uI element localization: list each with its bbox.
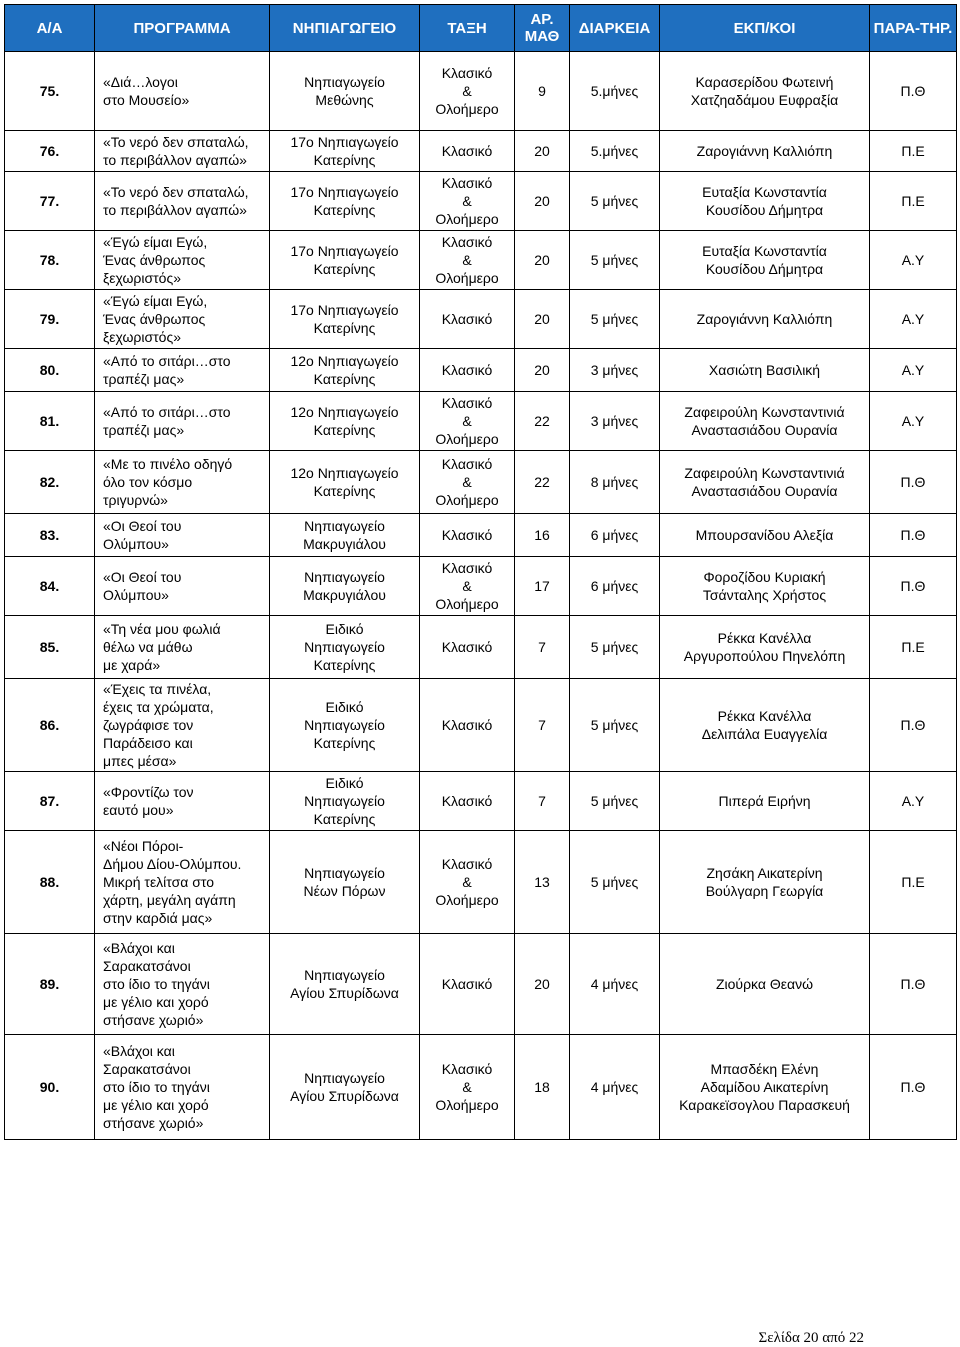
teachers-line: Αδαμίδου Αικατερίνη [700,1079,829,1095]
school-line: Νηπιαγωγείο [304,518,385,534]
table-row [5,131,957,172]
prog-line: «Οι Θεοί του [103,518,182,534]
teachers-line: Ρέκκα Κανέλλα [717,630,812,646]
duration-cell: 4 μήνες [570,934,660,1035]
school-cell [270,172,420,231]
school-line: Νηπιαγωγείο [304,717,385,733]
students-cell: 17 [515,557,570,616]
header-school: ΝΗΠΙΑΓΩΓΕΙΟ [270,5,420,52]
class-line: Κλασικό [441,717,493,733]
school-line: Αγίου Σπυρίδωνα [290,1088,399,1104]
row-number: 85. [5,616,95,679]
table-body [5,52,957,1140]
school-line: Νέων Πόρων [303,883,386,899]
program-cell [95,131,270,172]
prog-line: το περιβάλλον αγαπώ» [103,202,247,218]
program-cell [95,934,270,1035]
class-line: Κλασικό [441,234,493,250]
class-line: & [462,1079,472,1095]
teachers-line: Ζαρογιάννη Καλλιόπη [696,143,833,159]
school-cell [270,679,420,772]
school-cell [270,52,420,131]
class-cell [420,514,515,557]
class-line: & [462,578,472,594]
class-cell [420,831,515,934]
prog-line: «Με το πινέλο οδηγό [103,456,233,472]
teachers-cell [660,290,870,349]
header-teachers: ΕΚΠ/ΚΟΙ [660,5,870,52]
class-line: Κλασικό [441,1061,493,1077]
duration-cell: 5.μήνες [570,131,660,172]
notes-cell: Α.Υ [870,290,957,349]
prog-line: ζωγράφισε τον [103,717,194,733]
duration-cell: 6 μήνες [570,514,660,557]
class-line: Κλασικό [441,560,493,576]
teachers-cell [660,616,870,679]
class-cell [420,172,515,231]
table-row [5,1035,957,1140]
notes-cell: Π.Θ [870,679,957,772]
row-number: 87. [5,772,95,831]
class-cell [420,616,515,679]
duration-cell: 5 μήνες [570,772,660,831]
teachers-line: Αργυροπούλου Πηνελόπη [683,648,846,664]
teachers-line: Μπουρσανίδου Αλεξία [695,527,834,543]
duration-cell: 3 μήνες [570,349,660,392]
class-line: Κλασικό [441,456,493,472]
class-line: & [462,413,472,429]
school-line: Μεθώνης [315,92,374,108]
header-students: ΑΡ. ΜΑΘ [515,5,570,52]
prog-line: ξεχωριστός» [103,329,181,345]
teachers-line: Κουσίδου Δήμητρα [705,261,824,277]
table-row [5,514,957,557]
class-line: Ολοήμερο [435,270,499,286]
teachers-line: Χασιώτη Βασιλική [708,362,821,378]
table-row [5,231,957,290]
teachers-line: Ευταξία Κωνσταντία [702,184,827,200]
row-number: 90. [5,1035,95,1140]
prog-line: Ολύμπου» [103,587,169,603]
prog-line: στο ίδιο το τηγάνι [103,1079,210,1095]
prog-line: ξεχωριστός» [103,270,181,286]
students-cell: 13 [515,831,570,934]
class-cell [420,679,515,772]
prog-line: όλο τον κόσμο [103,474,193,490]
teachers-cell [660,514,870,557]
program-cell [95,557,270,616]
prog-line: «Οι Θεοί του [103,569,182,585]
school-line: Κατερίνης [313,371,376,387]
class-line: Κλασικό [441,856,493,872]
school-line: Νηπιαγωγείο [304,1070,385,1086]
students-cell: 20 [515,349,570,392]
students-cell: 22 [515,392,570,451]
teachers-line: Πιπερά Ειρήνη [718,793,811,809]
table-row [5,52,957,131]
teachers-line: Ζησάκη Αικατερίνη [706,865,823,881]
class-cell [420,131,515,172]
prog-line: «Διά…λογοι [103,74,178,90]
notes-cell: Π.Θ [870,451,957,514]
class-cell [420,451,515,514]
school-line: Ειδικό [325,621,364,637]
school-line: Νηπιαγωγείο [304,793,385,809]
prog-line: έχεις τα χρώματα, [103,699,214,715]
notes-cell: Α.Υ [870,349,957,392]
teachers-cell [660,679,870,772]
program-cell [95,514,270,557]
prog-line: στήσανε χωριό» [103,1012,204,1028]
prog-line: με γέλιο και χορό [103,1097,209,1113]
teachers-cell [660,831,870,934]
header-row [5,5,957,52]
teachers-line: Χατζηαδάμου Ευφραξία [690,92,839,108]
class-line: & [462,83,472,99]
students-cell: 7 [515,616,570,679]
row-number: 76. [5,131,95,172]
students-cell: 16 [515,514,570,557]
table-row [5,831,957,934]
school-cell [270,934,420,1035]
class-cell [420,934,515,1035]
class-line: Κλασικό [441,395,493,411]
teachers-line: Βούλγαρη Γεωργία [705,883,824,899]
duration-cell: 3 μήνες [570,392,660,451]
prog-line: εαυτό μου» [103,802,174,818]
prog-line: «Έχεις τα πινέλα, [103,681,212,697]
school-line: Νηπιαγωγείο [304,74,385,90]
prog-line: με χαρά» [103,657,161,673]
table-row [5,934,957,1035]
notes-cell: Π.Θ [870,52,957,131]
school-line: Νηπιαγωγείο [304,569,385,585]
class-line: Ολοήμερο [435,596,499,612]
prog-line: στο ίδιο το τηγάνι [103,976,210,992]
row-number: 89. [5,934,95,1035]
prog-line: τραπέζι μας» [103,371,185,387]
duration-cell: 5.μήνες [570,52,660,131]
students-cell: 20 [515,934,570,1035]
prog-line: τριγυρνώ» [103,492,168,508]
notes-cell: Π.Θ [870,557,957,616]
school-line: Κατερίνης [313,422,376,438]
school-line: 17ο Νηπιαγωγείο [290,134,399,150]
program-cell [95,831,270,934]
school-line: Αγίου Σπυρίδωνα [290,985,399,1001]
prog-line: Μικρή τελίτσα στο [103,874,215,890]
school-line: Κατερίνης [313,483,376,499]
header-class: ΤΑΞΗ [420,5,515,52]
teachers-line: Καρακεϊσογλου Παρασκευή [679,1097,850,1113]
class-line: Ολοήμερο [435,1097,499,1113]
program-cell [95,1035,270,1140]
notes-cell: Α.Υ [870,772,957,831]
school-line: Κατερίνης [313,735,376,751]
teachers-line: Τσάνταλης Χρήστος [702,587,827,603]
duration-cell: 5 μήνες [570,616,660,679]
prog-line: Σαρακατσάνοι [103,958,191,974]
duration-cell: 4 μήνες [570,1035,660,1140]
row-number: 80. [5,349,95,392]
school-line: Νηπιαγωγείο [304,865,385,881]
duration-cell: 5 μήνες [570,172,660,231]
school-cell [270,392,420,451]
program-cell [95,172,270,231]
class-line: Κλασικό [441,793,493,809]
row-number: 75. [5,52,95,131]
program-cell [95,231,270,290]
school-line: 17ο Νηπιαγωγείο [290,302,399,318]
students-cell: 20 [515,172,570,231]
prog-line: Ένας άνθρωπος [103,311,206,327]
row-number: 79. [5,290,95,349]
programs-table [4,4,957,1140]
school-line: Ειδικό [325,775,364,791]
table-row [5,349,957,392]
program-cell [95,451,270,514]
teachers-line: Ζαρογιάννη Καλλιόπη [696,311,833,327]
class-cell [420,1035,515,1140]
teachers-line: Κουσίδου Δήμητρα [705,202,824,218]
row-number: 83. [5,514,95,557]
table-row [5,451,957,514]
teachers-line: Ζαφειρούλη Κωνσταντινιά [684,465,845,481]
school-line: 17ο Νηπιαγωγείο [290,184,399,200]
prog-line: «Φροντίζω τον [103,784,194,800]
school-line: Ειδικό [325,699,364,715]
prog-line: «Έγώ είμαι Εγώ, [103,293,208,309]
table-row [5,557,957,616]
class-cell [420,392,515,451]
teachers-line: Ζαφειρούλη Κωνσταντινιά [684,404,845,420]
prog-line: Ολύμπου» [103,536,169,552]
students-cell: 7 [515,772,570,831]
notes-cell: Π.Ε [870,616,957,679]
prog-line: «Νέοι Πόροι- [103,838,184,854]
school-line: 12ο Νηπιαγωγείο [290,465,399,481]
teachers-cell [660,451,870,514]
prog-line: «Από το σιτάρι…στο [103,404,231,420]
class-line: & [462,874,472,890]
row-number: 77. [5,172,95,231]
row-number: 78. [5,231,95,290]
school-cell [270,557,420,616]
school-line: Κατερίνης [313,152,376,168]
duration-cell: 5 μήνες [570,231,660,290]
prog-line: στην καρδιά μας» [103,910,213,926]
prog-line: Παράδεισο και [103,735,193,751]
prog-line: «Τη νέα μου φωλιά [103,621,221,637]
school-cell [270,349,420,392]
teachers-line: Ρέκκα Κανέλλα [717,708,812,724]
class-line: Κλασικό [441,527,493,543]
prog-line: το περιβάλλον αγαπώ» [103,152,247,168]
table-row [5,290,957,349]
teachers-line: Αναστασιάδου Ουρανία [691,483,838,499]
class-cell [420,557,515,616]
teachers-cell [660,1035,870,1140]
school-cell [270,290,420,349]
program-cell [95,772,270,831]
prog-line: «Έγώ είμαι Εγώ, [103,234,208,250]
program-cell [95,290,270,349]
notes-cell: Α.Υ [870,392,957,451]
class-line: & [462,252,472,268]
duration-cell: 5 μήνες [570,831,660,934]
prog-line: Δήμου Δίου-Ολύμπου. [103,856,242,872]
school-line: 12ο Νηπιαγωγείο [290,404,399,420]
prog-line: «Βλάχοι και [103,940,175,956]
teachers-line: Ευταξία Κωνσταντία [702,243,827,259]
students-cell: 22 [515,451,570,514]
school-cell [270,831,420,934]
class-line: Κλασικό [441,311,493,327]
school-line: 12ο Νηπιαγωγείο [290,353,399,369]
notes-cell: Π.Ε [870,831,957,934]
teachers-cell [660,131,870,172]
header-notes: ΠΑΡΑ-ΤΗΡ. [870,5,957,52]
teachers-cell [660,172,870,231]
notes-cell: Π.Ε [870,172,957,231]
students-cell: 20 [515,131,570,172]
teachers-line: Μπασδέκη Ελένη [710,1061,819,1077]
header-program: ΠΡΟΓΡΑΜΜΑ [95,5,270,52]
program-cell [95,679,270,772]
notes-cell: Π.Ε [870,131,957,172]
prog-line: χάρτη, μεγάλη αγάπη [103,892,236,908]
prog-line: τραπέζι μας» [103,422,185,438]
students-cell: 20 [515,290,570,349]
teachers-line: Αναστασιάδου Ουρανία [691,422,838,438]
program-cell [95,349,270,392]
row-number: 84. [5,557,95,616]
class-line: Ολοήμερο [435,211,499,227]
notes-cell: Α.Υ [870,231,957,290]
prog-line: «Από το σιτάρι…στο [103,353,231,369]
prog-line: στο Μουσείο» [103,92,190,108]
table-row [5,392,957,451]
teachers-line: Δελιπάλα Ευαγγελία [701,726,828,742]
school-cell [270,231,420,290]
duration-cell: 8 μήνες [570,451,660,514]
class-line: Κλασικό [441,143,493,159]
row-number: 82. [5,451,95,514]
school-line: Κατερίνης [313,811,376,827]
school-line: Κατερίνης [313,261,376,277]
teachers-cell [660,557,870,616]
prog-line: θέλω να μάθω [103,639,193,655]
program-cell [95,392,270,451]
school-cell [270,451,420,514]
teachers-cell [660,231,870,290]
class-line: Κλασικό [441,362,493,378]
school-line: Κατερίνης [313,320,376,336]
teachers-cell [660,934,870,1035]
class-line: Κλασικό [441,639,493,655]
class-line: Κλασικό [441,175,493,191]
class-line: Ολοήμερο [435,492,499,508]
school-line: Μακρυγιάλου [303,536,386,552]
prog-line: στήσανε χωριό» [103,1115,204,1131]
program-cell [95,616,270,679]
students-cell: 9 [515,52,570,131]
prog-line: «Το νερό δεν σπαταλώ, [103,184,249,200]
notes-cell: Π.Θ [870,514,957,557]
students-cell: 7 [515,679,570,772]
header-duration: ΔΙΑΡΚΕΙΑ [570,5,660,52]
school-cell [270,616,420,679]
class-line: Ολοήμερο [435,892,499,908]
document-page [4,4,956,1140]
row-number: 81. [5,392,95,451]
school-line: Κατερίνης [313,202,376,218]
prog-line: «Το νερό δεν σπαταλώ, [103,134,249,150]
class-cell [420,772,515,831]
prog-line: με γέλιο και χορό [103,994,209,1010]
header-aa: Α/Α [5,5,95,52]
school-line: 17ο Νηπιαγωγείο [290,243,399,259]
teachers-cell [660,52,870,131]
row-number: 88. [5,831,95,934]
prog-line: Ένας άνθρωπος [103,252,206,268]
table-row [5,679,957,772]
students-cell: 20 [515,231,570,290]
teachers-cell [660,349,870,392]
school-cell [270,514,420,557]
class-line: & [462,193,472,209]
class-line: Κλασικό [441,65,493,81]
school-line: Νηπιαγωγείο [304,967,385,983]
teachers-line: Φοροζίδου Κυριακή [703,569,826,585]
page-footer: Σελίδα 20 από 22 [758,1330,864,1346]
table-row [5,616,957,679]
school-cell [270,1035,420,1140]
notes-cell: Π.Θ [870,934,957,1035]
students-cell: 18 [515,1035,570,1140]
class-cell [420,231,515,290]
prog-line: Σαρακατσάνοι [103,1061,191,1077]
teachers-line: Ζιούρκα Θεανώ [715,976,814,992]
class-cell [420,52,515,131]
table-row [5,172,957,231]
prog-line: μπες μέσα» [103,753,177,769]
school-line: Μακρυγιάλου [303,587,386,603]
class-cell [420,290,515,349]
row-number: 86. [5,679,95,772]
class-line: Ολοήμερο [435,431,499,447]
prog-line: «Βλάχοι και [103,1043,175,1059]
teachers-cell [660,392,870,451]
table-row [5,772,957,831]
duration-cell: 6 μήνες [570,557,660,616]
school-cell [270,131,420,172]
class-line: & [462,474,472,490]
school-line: Κατερίνης [313,657,376,673]
school-line: Νηπιαγωγείο [304,639,385,655]
class-line: Κλασικό [441,976,493,992]
duration-cell: 5 μήνες [570,290,660,349]
class-cell [420,349,515,392]
school-cell [270,772,420,831]
class-line: Ολοήμερο [435,101,499,117]
teachers-line: Καρασερίδου Φωτεινή [695,74,834,90]
notes-cell: Π.Θ [870,1035,957,1140]
duration-cell: 5 μήνες [570,679,660,772]
program-cell [95,52,270,131]
teachers-cell [660,772,870,831]
